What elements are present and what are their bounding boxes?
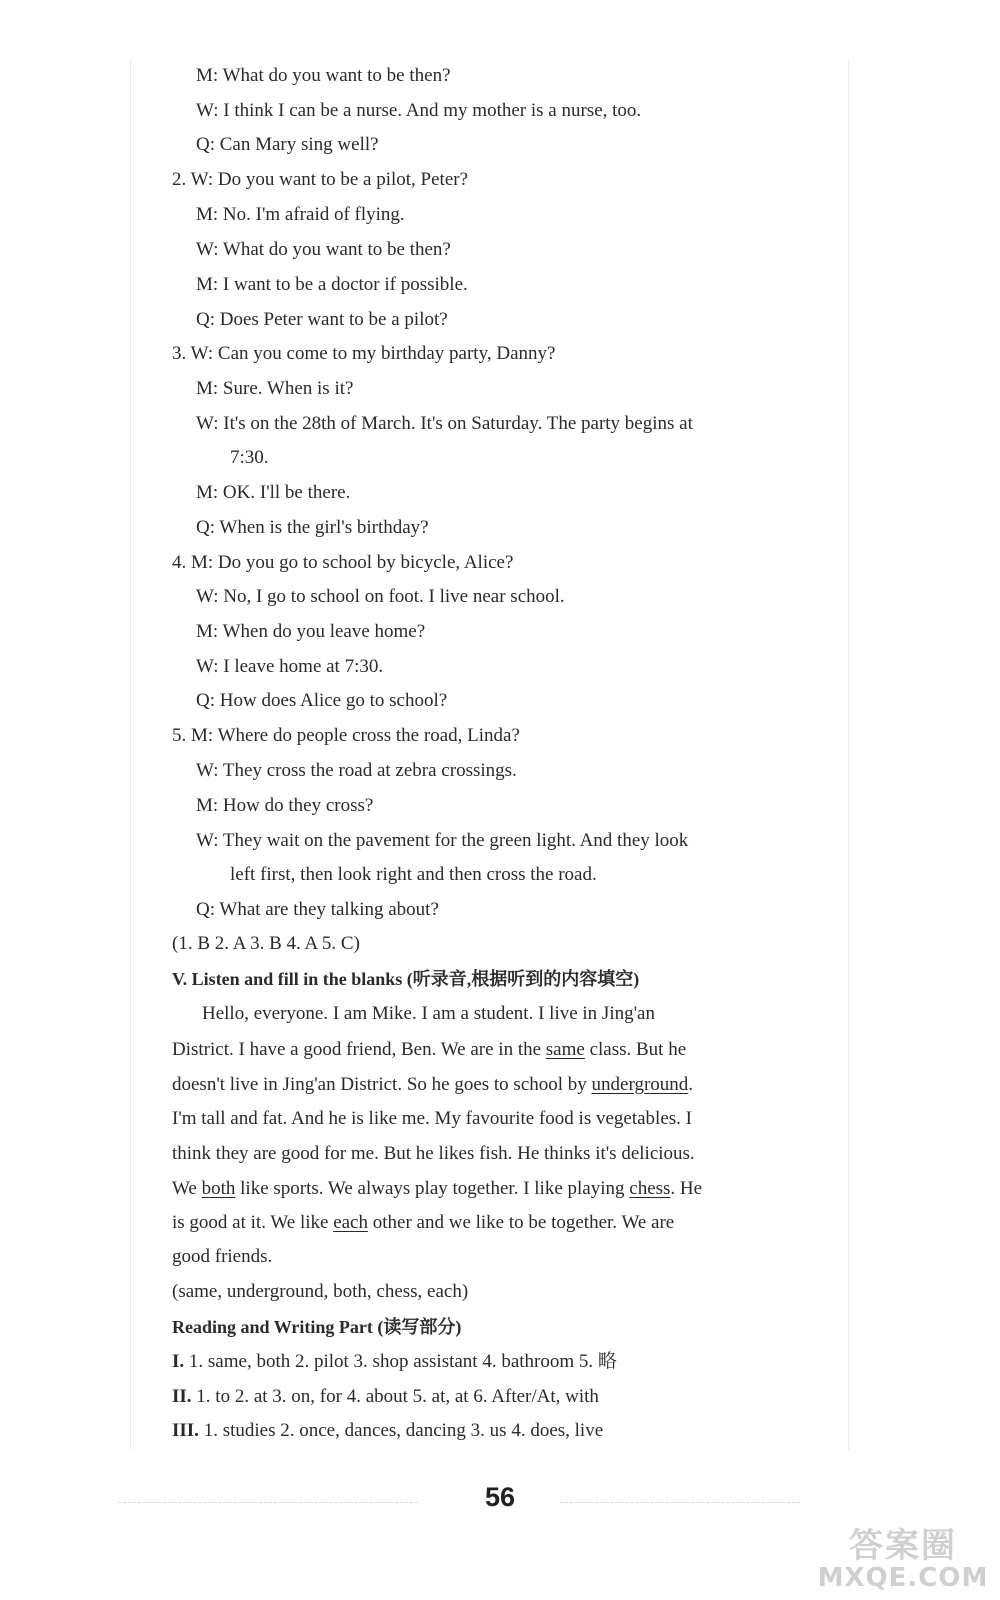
passage-line-6: We both like sports. We always play together. I like playing chess. He bbox=[172, 1178, 703, 1199]
dialog-3-w1: 3. W: Can you come to my birthday party, Danny? bbox=[172, 343, 556, 364]
answers-part-ii: II. 1. to 2. at 3. on, for 4. about 5. at, at 6. After/At, with bbox=[172, 1386, 599, 1407]
dialog-4-m1: 4. M: Do you go to school by bicycle, Alice? bbox=[172, 552, 514, 573]
answers-part-i: I. 1. same, both 2. pilot 3. shop assistant 4. bathroom 5. 略 bbox=[172, 1351, 617, 1372]
dialog-2-question: Q: Does Peter want to be a pilot? bbox=[196, 309, 448, 330]
blank-answer-each: each bbox=[333, 1212, 368, 1233]
watermark-logo bbox=[808, 1528, 998, 1592]
passage-line-8: good friends. bbox=[172, 1246, 273, 1267]
dialog-2-w2: W: What do you want to be then? bbox=[196, 239, 451, 260]
passage-line-3: doesn't live in Jing'an District. So he goes to school by underground. bbox=[172, 1074, 694, 1095]
footer-dotted-rule-left bbox=[118, 1502, 418, 1504]
dialog-3-w2-line1: W: It's on the 28th of March. It's on Saturday. The party begins at bbox=[196, 413, 693, 434]
dialog-5-w2-line1: W: They wait on the pavement for the green light. And they look bbox=[196, 830, 689, 851]
blank-answer-both: both bbox=[201, 1178, 236, 1199]
dialog-3-m1: M: Sure. When is it? bbox=[196, 378, 354, 399]
passage-line-7: is good at it. We like each other and we like to be together. We are bbox=[172, 1212, 675, 1233]
answers-part-iii: III. 1. studies 2. once, dances, dancing 3. us 4. does, live bbox=[172, 1420, 604, 1441]
passage-line-5: think they are good for me. But he likes fish. He thinks it's delicious. bbox=[172, 1143, 695, 1164]
reading-writing-heading: Reading and Writing Part (读写部分) bbox=[172, 1317, 462, 1337]
dialog-2-m1: M: No. I'm afraid of flying. bbox=[196, 204, 405, 225]
passage-line-1: Hello, everyone. I am Mike. I am a student. I live in Jing'an bbox=[202, 1003, 655, 1024]
blank-answer-underground: underground bbox=[591, 1074, 689, 1095]
dialog-4-w2: W: I leave home at 7:30. bbox=[196, 656, 384, 677]
section-iv-answers: (1. B 2. A 3. B 4. A 5. C) bbox=[172, 933, 360, 954]
dialog-3-m2: M: OK. I'll be there. bbox=[196, 482, 351, 503]
left-margin-rule bbox=[130, 60, 131, 1450]
dialog-3-w2-line2: 7:30. bbox=[230, 447, 269, 468]
dialog-1-question: Q: Can Mary sing well? bbox=[196, 134, 379, 155]
passage-line-2: District. I have a good friend, Ben. We are in the same class. But he bbox=[172, 1039, 687, 1060]
dialog-5-m1: 5. M: Where do people cross the road, Linda? bbox=[172, 725, 520, 746]
dialog-4-question: Q: How does Alice go to school? bbox=[196, 690, 448, 711]
dialog-4-w1: W: No, I go to school on foot. I live near school. bbox=[196, 586, 565, 607]
dialog-5-question: Q: What are they talking about? bbox=[196, 899, 439, 920]
dialog-1-w2: W: I think I can be a nurse. And my mother is a nurse, too. bbox=[196, 100, 642, 121]
dialog-5-w1: W: They cross the road at zebra crossings. bbox=[196, 760, 517, 781]
dialog-3-question: Q: When is the girl's birthday? bbox=[196, 517, 429, 538]
dialog-5-m2: M: How do they cross? bbox=[196, 795, 374, 816]
passage-line-4: I'm tall and fat. And he is like me. My favourite food is vegetables. I bbox=[172, 1108, 692, 1129]
section-v-answers: (same, underground, both, chess, each) bbox=[172, 1281, 469, 1302]
dialog-1-m2: M: What do you want to be then? bbox=[196, 65, 451, 86]
watermark-text: 答案圈 bbox=[849, 1526, 957, 1566]
section-v-heading: V. Listen and fill in the blanks (听录音,根据听到的内容填空) bbox=[172, 969, 640, 989]
watermark-url: MXQE.COM bbox=[817, 1563, 989, 1593]
dialog-4-m2: M: When do you leave home? bbox=[196, 621, 426, 642]
dialog-2-m2: M: I want to be a doctor if possible. bbox=[196, 274, 468, 295]
dialog-2-w1: 2. W: Do you want to be a pilot, Peter? bbox=[172, 169, 469, 190]
dialog-5-w2-line2: left first, then look right and then cross the road. bbox=[230, 864, 597, 885]
footer-dotted-rule-right bbox=[560, 1502, 800, 1504]
blank-answer-same: same bbox=[545, 1039, 585, 1060]
right-margin-rule bbox=[848, 60, 849, 1450]
page-number: 56 bbox=[484, 1482, 516, 1512]
blank-answer-chess: chess bbox=[629, 1178, 671, 1199]
